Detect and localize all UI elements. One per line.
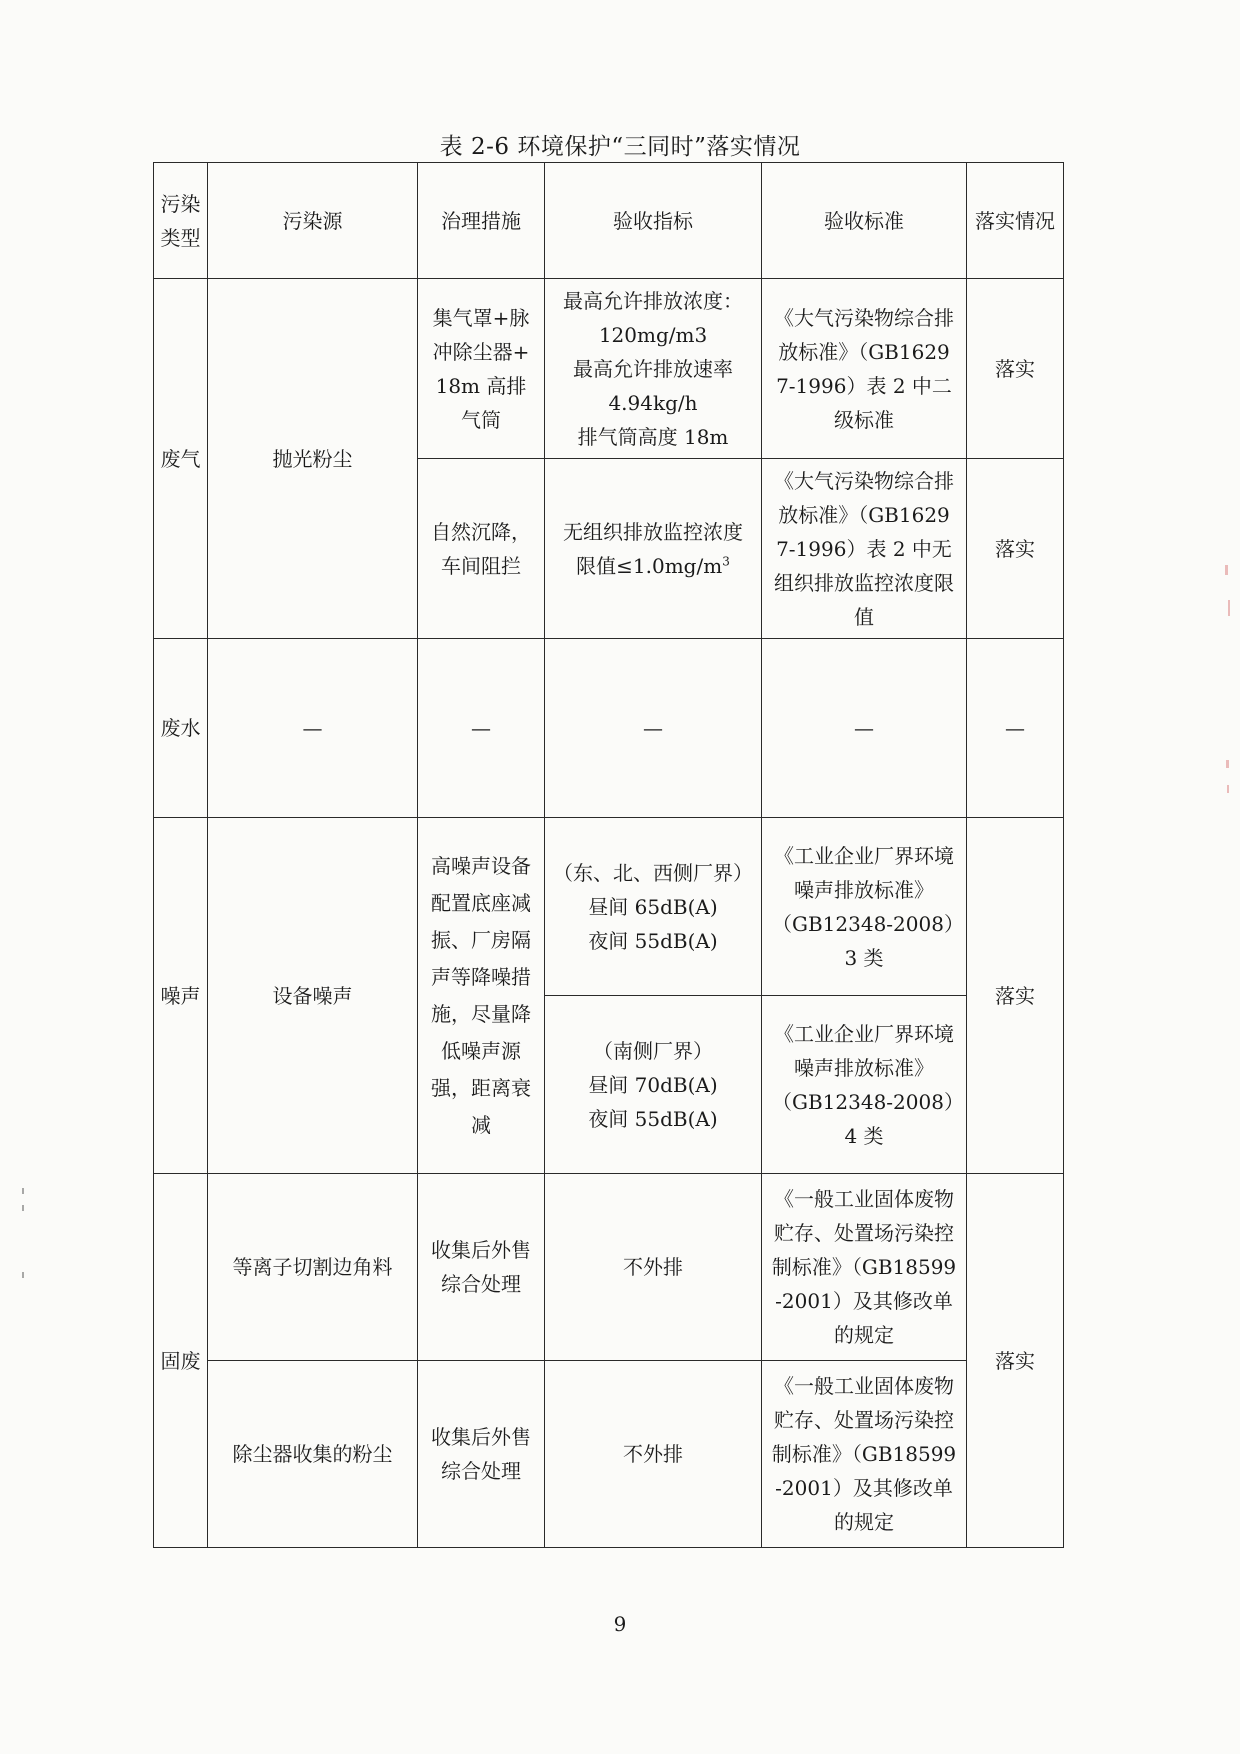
solid-waste-standard-1: 《一般工业固体废物贮存、处置场污染控制标准》（GB18599-2001）及其修改单的规定: [762, 1174, 967, 1361]
scan-mark: [1227, 785, 1229, 793]
scan-mark: [22, 1188, 24, 1194]
scan-mark: [1226, 760, 1229, 768]
scan-mark: [1225, 565, 1228, 575]
waste-water-source: —: [208, 639, 418, 818]
indicator-line: 最高允许排放浓度：: [563, 288, 743, 313]
waste-gas-standard-2: 《大气污染物综合排放标准》（GB16297-1996）表 2 中无组织排放监控浓度限值: [762, 459, 967, 639]
solid-waste-source-1: 等离子切割边角料: [208, 1174, 418, 1361]
solid-waste-measure-1: 收集后外售综合处理: [418, 1174, 545, 1361]
standard-line: 4 类: [844, 1123, 884, 1148]
table-row: [154, 639, 1064, 818]
waste-gas-status-1: 落实: [967, 279, 1064, 459]
table-row: [154, 279, 1064, 459]
scan-mark: [22, 1205, 24, 1211]
waste-water-status: —: [967, 639, 1064, 818]
waste-gas-standard-1: 《大气污染物综合排放标准》（GB16297-1996）表 2 中二级标准: [762, 279, 967, 459]
indicator-line: 120mg/m3: [598, 322, 708, 347]
waste-gas-source: 抛光粉尘: [208, 279, 418, 639]
indicator-line: 夜间 55dB(A): [588, 1106, 718, 1131]
standard-line: 《工业企业厂界环境噪声排放标准》: [774, 843, 954, 902]
waste-gas-measure-1: 集气罩+脉冲除尘器+18m 高排气筒: [418, 279, 545, 459]
standard-line: 3 类: [844, 945, 884, 970]
waste-gas-measure-2: 自然沉降，车间阻拦: [418, 459, 545, 639]
standard-line: 《工业企业厂界环境噪声排放标准》: [774, 1021, 954, 1080]
waste-gas-type: 废气: [154, 279, 208, 639]
solid-waste-measure-2: 收集后外售综合处理: [418, 1361, 545, 1548]
waste-water-standard: —: [762, 639, 967, 818]
table-caption: 表 2-6 环境保护“三同时”落实情况: [439, 134, 801, 160]
header-cell: 污染源: [208, 163, 418, 279]
noise-measure: 高噪声设备配置底座减振、厂房隔声等降噪措施，尽量降低噪声源强，距离衰减: [418, 818, 545, 1174]
indicator-line: 昼间 65dB(A): [588, 894, 718, 919]
table-row: [154, 1174, 1064, 1361]
solid-waste-standard-2: 《一般工业固体废物贮存、处置场污染控制标准》（GB18599-2001）及其修改单的规定: [762, 1361, 967, 1548]
solid-waste-indicator-1: 不外排: [545, 1174, 762, 1361]
solid-waste-type: 固废: [154, 1174, 208, 1548]
indicator-line: 最高允许排放速率: [573, 356, 733, 381]
solid-waste-source-2: 除尘器收集的粉尘: [208, 1361, 418, 1548]
three-simultaneous-table: [153, 162, 1064, 1548]
noise-indicator-1: [545, 818, 762, 996]
scan-mark: [22, 1272, 24, 1278]
noise-status: 落实: [967, 818, 1064, 1174]
page-number: 9: [613, 1612, 627, 1636]
indicator-line: 排气筒高度 18m: [577, 424, 729, 449]
indicator-line: 昼间 70dB(A): [588, 1072, 718, 1097]
noise-standard-2: [762, 996, 967, 1174]
indicator-line: （南侧厂界）: [593, 1038, 713, 1063]
waste-water-measure: —: [418, 639, 545, 818]
noise-type: 噪声: [154, 818, 208, 1174]
table-row: [154, 818, 1064, 996]
solid-waste-status: 落实: [967, 1174, 1064, 1548]
indicator-line: 夜间 55dB(A): [588, 928, 718, 953]
waste-water-type: 废水: [154, 639, 208, 818]
waste-gas-status-2: 落实: [967, 459, 1064, 639]
indicator-line: （东、北、西侧厂界）: [553, 860, 753, 885]
indicator-line: 4.94kg/h: [608, 390, 698, 415]
table-row: [154, 1361, 1064, 1548]
scan-mark: [1228, 600, 1230, 616]
indicator-text: 无组织排放监控浓度限值≤1.0mg/m: [563, 519, 743, 578]
waste-water-indicator: —: [545, 639, 762, 818]
table-header-row: [154, 163, 1064, 279]
waste-gas-indicator-1: [545, 279, 762, 459]
header-cell: 污染类型: [154, 163, 208, 279]
waste-gas-indicator-2: [545, 459, 762, 639]
standard-line: （GB12348-2008）: [772, 1089, 964, 1114]
noise-source: 设备噪声: [208, 818, 418, 1174]
header-cell: 验收指标: [545, 163, 762, 279]
standard-line: （GB12348-2008）: [772, 911, 964, 936]
noise-indicator-2: [545, 996, 762, 1174]
header-cell: 治理措施: [418, 163, 545, 279]
header-cell: 落实情况: [967, 163, 1064, 279]
header-cell: 验收标准: [762, 163, 967, 279]
indicator-superscript: 3: [722, 553, 730, 568]
solid-waste-indicator-2: 不外排: [545, 1361, 762, 1548]
noise-standard-1: [762, 818, 967, 996]
